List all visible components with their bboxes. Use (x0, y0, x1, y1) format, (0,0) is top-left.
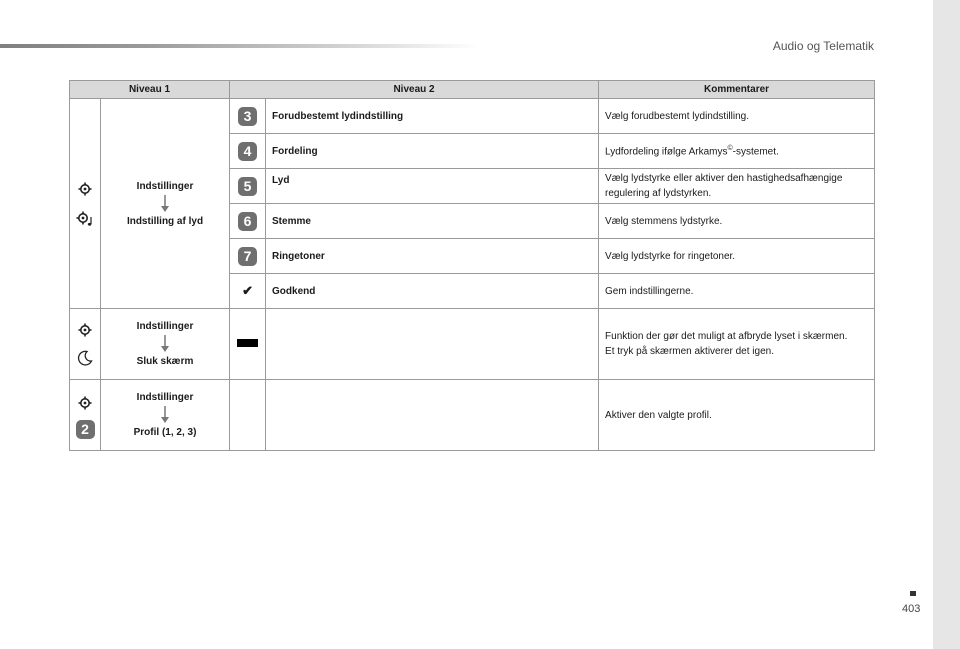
screen-off-icon (237, 339, 258, 347)
comment-text: Funktion der gør det muligt at afbryde lyset i skærmen. Et tryk på skærmen aktiverer det igen. (599, 309, 875, 380)
section-title: Audio og Telematik (772, 39, 874, 53)
level1-subtitle: Indstilling af lyd (126, 215, 204, 227)
number-badge: 4 (238, 142, 257, 161)
table-row (70, 380, 875, 451)
badge-cell (230, 169, 266, 204)
level1-title: Indstillinger (136, 392, 194, 403)
level2-label: Stemme (266, 204, 599, 239)
level2-label: Fordeling (266, 134, 599, 169)
group1-icons (70, 99, 101, 309)
comment-text: Lydfordeling ifølge Arkamys©-systemet. (599, 134, 875, 169)
level2-label: Godkend (266, 274, 599, 309)
group3-icons (70, 380, 101, 451)
level1-subtitle: Profil (1, 2, 3) (133, 427, 197, 438)
gear-icon (74, 392, 96, 414)
column-header-level2: Niveau 2 (230, 81, 599, 99)
number-badge: 3 (238, 107, 257, 126)
level2-empty (266, 309, 599, 380)
level1-title: Indstillinger (136, 321, 194, 332)
level2-label: Ringetoner (266, 239, 599, 274)
table-row (70, 99, 875, 134)
comment-text: Vælg lydstyrke eller aktiver den hastighedsafhængige regulering af lydstyrken. (599, 169, 875, 204)
column-header-level1: Niveau 1 (70, 81, 230, 99)
check-icon: ✔ (242, 283, 253, 298)
arrow-down-icon (160, 406, 170, 424)
level1-title: Indstillinger (136, 180, 194, 192)
gear-music-icon (74, 208, 96, 230)
comment-text: Aktiver den valgte profil. (599, 380, 875, 451)
arrow-down-icon (160, 195, 170, 213)
table-row (70, 309, 875, 380)
badge-cell (230, 309, 266, 380)
column-header-comments: Kommentarer (599, 81, 875, 99)
number-badge: 5 (238, 177, 257, 196)
level2-label: Forudbestemt lydindstilling (266, 99, 599, 134)
number-badge: 7 (238, 247, 257, 266)
comment-text: Gem indstillingerne. (599, 274, 875, 309)
group3-level1 (101, 380, 230, 451)
group2-level1 (101, 309, 230, 380)
comment-text: Vælg lydstyrke for ringetoner. (599, 239, 875, 274)
page-number: 403 (902, 603, 921, 615)
badge-cell (230, 99, 266, 134)
settings-table (69, 80, 875, 451)
arrow-down-icon (160, 335, 170, 353)
page-side-strip (933, 0, 960, 649)
badge-cell (230, 204, 266, 239)
level2-empty (266, 380, 599, 451)
badge-cell-empty (230, 380, 266, 451)
group2-icons (70, 309, 101, 380)
number-badge: 2 (76, 420, 95, 439)
number-badge: 6 (238, 212, 257, 231)
level1-subtitle: Sluk skærm (136, 356, 194, 367)
badge-cell (230, 134, 266, 169)
gear-icon (74, 319, 96, 341)
comment-text: Vælg stemmens lydstyrke. (599, 204, 875, 239)
group1-level1 (101, 99, 230, 309)
table-header-row (70, 81, 875, 99)
badge-cell (230, 239, 266, 274)
gear-icon (74, 178, 96, 200)
page-marker (910, 591, 916, 596)
comment-text: Vælg forudbestemt lydindstilling. (599, 99, 875, 134)
moon-icon (74, 347, 96, 369)
header-rule (0, 44, 480, 48)
level2-label: Lyd (266, 169, 599, 204)
badge-cell (230, 274, 266, 309)
